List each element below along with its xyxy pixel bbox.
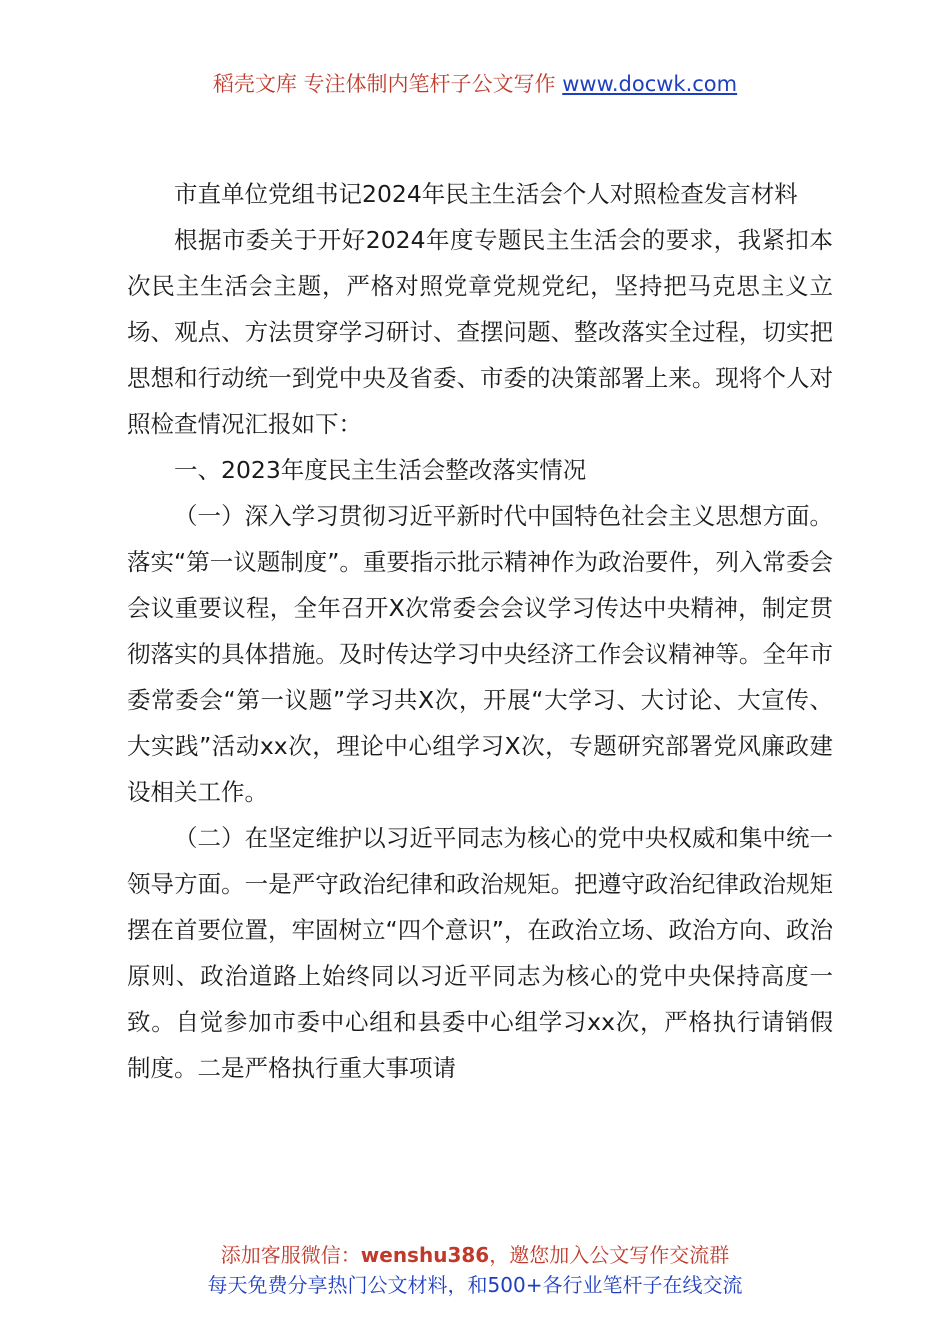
header-url-link[interactable]: www.docwk.com: [562, 72, 738, 96]
page-header: [0, 68, 950, 100]
footer-wechat-line: [0, 1240, 950, 1270]
document-body: [127, 171, 833, 1091]
paragraph-1: （一）深入学习贯彻习近平新时代中国特色社会主义思想方面。落实“第一议题制度”。重要指示批示精神作为政治要件，列入常委会会议重要议程，全年召开X次常委会会议学习传达中央精神，制定贯彻落实的具体措施。及时传达学习中央经济工作会议精神等。全年市委常委会“第一议题”学习共X次，开展“大学习、大讨论、大宣传、大实践”活动xx次，理论中心组学习X次，专题研究部署党风廉政建设相关工作。: [127, 502, 833, 806]
paragraph-intro: 根据市委关于开好2024年度专题民主生活会的要求，我紧扣本次民主生活会主题，严格对照党章党规党纪，坚持把马克思主义立场、观点、方法贯穿学习研讨、查摆问题、整改落实全过程，切实把思想和行动统一到党中央及省委、市委的决策部署上来。现将个人对照检查情况汇报如下：: [127, 226, 833, 438]
header-brand: 稻壳文库 专注体制内笔杆子公文写作: [212, 72, 556, 96]
footer-suffix: ，邀您加入公文写作交流群: [489, 1243, 730, 1267]
footer-share-line: 每天免费分享热门公文材料，和500+各行业笔杆子在线交流: [207, 1273, 743, 1297]
footer-prefix: 添加客服微信：: [220, 1243, 361, 1267]
document-title: 市直单位党组书记2024年民主生活会个人对照检查发言材料: [174, 180, 798, 208]
section-heading-1: 一、2023年度民主生活会整改落实情况: [174, 456, 587, 484]
paragraph-2: （二）在坚定维护以习近平同志为核心的党中央权威和集中统一领导方面。一是严守政治纪律和政治规矩。把遵守政治纪律政治规矩摆在首要位置，牢固树立“四个意识”，在政治立场、政治方向、政治原则、政治道路上始终同以习近平同志为核心的党中央保持高度一致。自觉参加市委中心组和县委中心组学习xx次，严格执行请销假制度。二是严格执行重大事项请: [127, 824, 833, 1082]
footer-wechat-id: wenshu386: [360, 1243, 490, 1267]
